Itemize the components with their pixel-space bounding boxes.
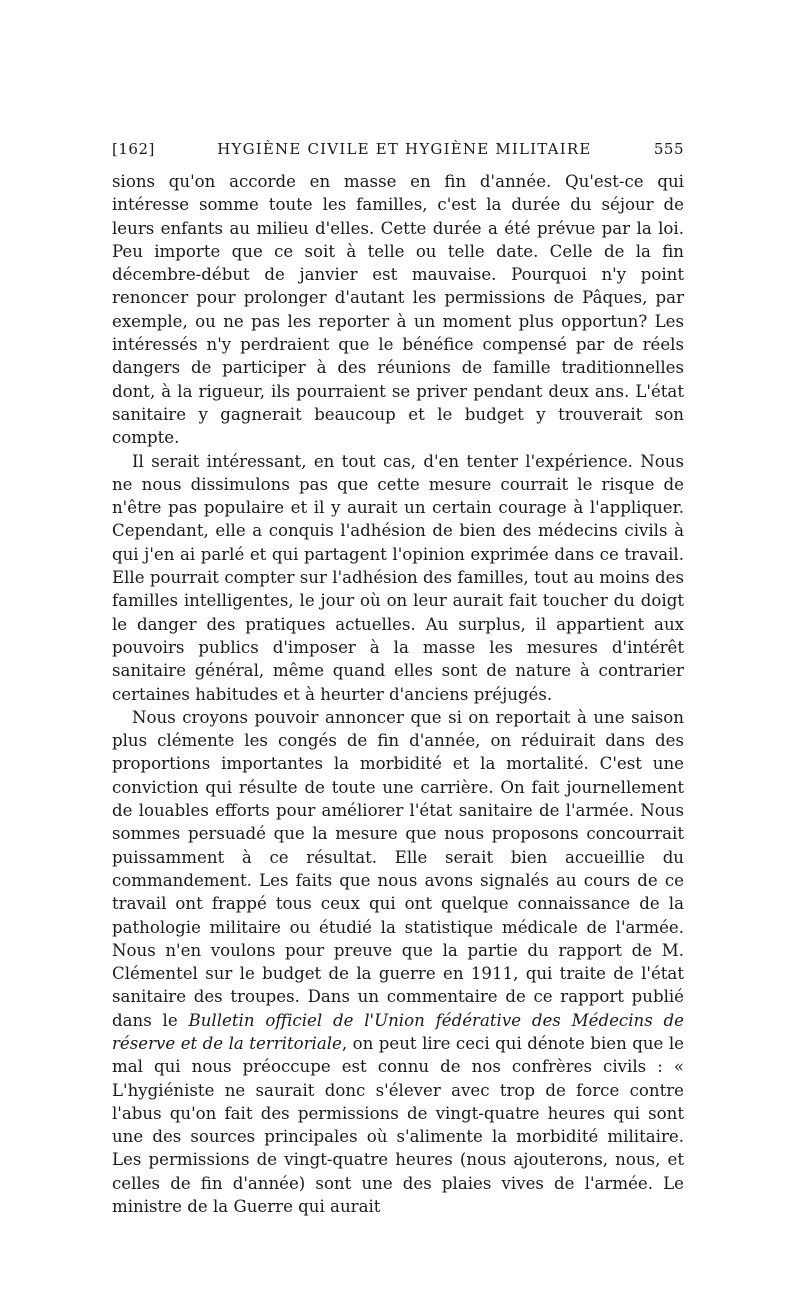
page-number: 555 xyxy=(653,140,684,158)
body-text xyxy=(112,170,684,1218)
paragraph-3-text-b: , on peut lire ceci qui dénote bien que le mal qui nous préoccupe est connu de nos confrères civils : « L'hygiéniste ne saurait donc s'élever avec trop de force contre l'abus qu'on fait des permissions de vingt-quatre heures qui sont une des sources principales où s'alimente la morbidité militaire. Les permissions de vingt-quatre heures (nous ajouterons, nous, et celles de fin d'année) sont une des plaies vives de l'armée. Le ministre de la Guerre qui aurait xyxy=(112,1033,684,1217)
bulletin-title: Bulletin officiel de l'Union fédérative des Médecins de réserve et de la territoriale xyxy=(112,1010,684,1053)
bracket-page-number: [162] xyxy=(112,140,155,158)
paragraph-1-text: sions qu'on accorde en masse en fin d'année. Qu'est-ce qui intéresse somme toute les familles, c'est la durée du séjour de leurs enfants au milieu d'elles. Cette durée a été prévue par la loi. Peu importe que ce soit à telle ou telle date. Celle de la fin décembre-début de janvier est mauvaise. Pourquoi n'y point renoncer pour prolonger d'autant les permissions de Pâques, par exemple, ou ne pas les reporter à un moment plus opportun? Les intéressés n'y perdraient que le bénéfice compensé par de réels dangers de participer à des réunions de famille traditionnelles dont, à la rigueur, ils pourraient se priver pendant deux ans. L'état sanitaire y gagnerait beaucoup et le budget y trouverait son compte. xyxy=(112,172,684,448)
running-title: HYGIÈNE CIVILE ET HYGIÈNE MILITAIRE xyxy=(217,140,592,158)
document-page xyxy=(112,140,684,1218)
running-header xyxy=(112,140,684,158)
paragraph-2-text: Il serait intéressant, en tout cas, d'en tenter l'expérience. Nous ne nous dissimulons pas que cette mesure courrait le risque de n'être pas populaire et il y aurait un certain courage à l'appliquer. Cependant, elle a conquis l'adhésion de bien des médecins civils à qui j'en ai parlé et qui partagent l'opinion exprimée dans ce travail. Elle pourrait compter sur l'adhésion des familles, tout au moins des familles intelligentes, le jour où on leur aurait fait toucher du doigt le danger des pratiques actuelles. Au surplus, il appartient aux pouvoirs publics d'imposer à la masse les mesures d'intérêt sanitaire général, même quand elles sont de nature à contrarier certaines habitudes et à heurter d'anciens préjugés. xyxy=(112,451,684,704)
paragraph-2 xyxy=(112,450,684,706)
paragraph-1 xyxy=(112,170,684,450)
paragraph-3 xyxy=(112,706,684,1219)
paragraph-3-text-a: Nous croyons pouvoir annoncer que si on reportait à une saison plus clémente les congés de fin d'année, on réduirait dans des proportions importantes la morbidité et la mortalité. C'est une conviction qui résulte de toute une carrière. On fait journellement de louables efforts pour améliorer l'état sanitaire de l'armée. Nous sommes persuadé que la mesure que nous proposons concourrait puissamment à ce résultat. Elle serait bien accueillie du commandement. Les faits que nous avons signalés au cours de ce travail ont frappé tous ceux qui ont quelque connaissance de la pathologie militaire ou étudié la statistique médicale de l'armée. Nous n'en voulons pour preuve que la partie du rapport de M. Clémentel sur le budget de la guerre en 1911, qui traite de l'état sanitaire des troupes. Dans un commentaire de ce rapport publié dans le xyxy=(112,707,684,1030)
